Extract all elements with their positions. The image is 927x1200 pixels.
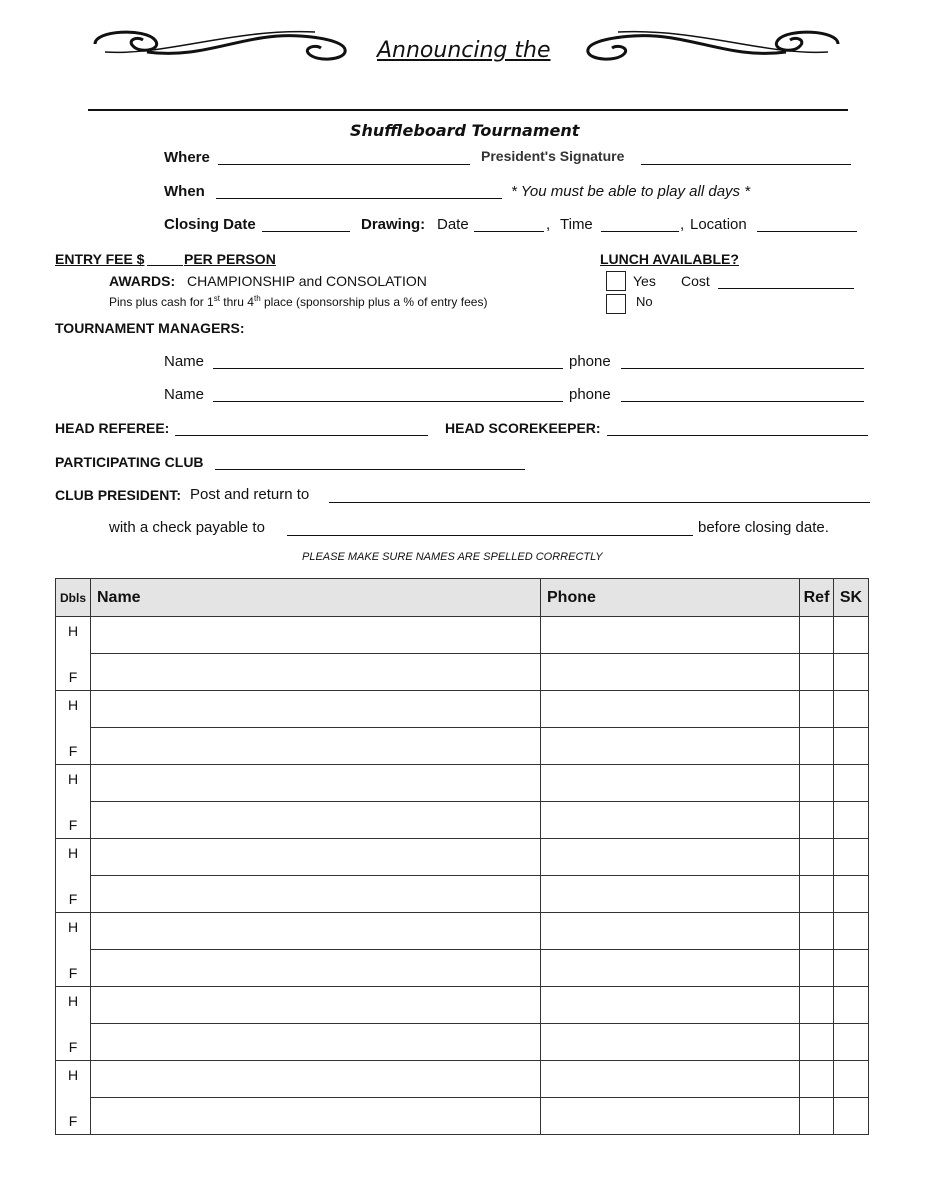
- sk-cell[interactable]: [834, 765, 869, 802]
- position-f-label: F: [68, 743, 78, 759]
- lunch-no-checkbox[interactable]: [606, 294, 626, 314]
- ref-cell[interactable]: [800, 950, 834, 987]
- pins-text-a: Pins plus cash for 1: [109, 295, 214, 309]
- table-row: [56, 987, 869, 1024]
- lunch-cost-label: Cost: [681, 273, 710, 289]
- table-row: [56, 1024, 869, 1061]
- ref-cell[interactable]: [800, 1024, 834, 1061]
- table-header-row: [56, 579, 869, 617]
- name-cell[interactable]: [91, 1061, 541, 1098]
- name-cell[interactable]: [91, 950, 541, 987]
- ref-cell[interactable]: [800, 691, 834, 728]
- table-row: [56, 1098, 869, 1135]
- sk-cell[interactable]: [834, 691, 869, 728]
- name-cell[interactable]: [91, 802, 541, 839]
- phone-header: Phone: [541, 579, 800, 617]
- phone-cell[interactable]: [541, 1098, 800, 1135]
- team-code-cell: [56, 617, 91, 691]
- comma-1: ,: [546, 216, 551, 233]
- left-scroll-ornament: [85, 22, 355, 66]
- table-row: [56, 765, 869, 802]
- position-f-label: F: [68, 1039, 78, 1055]
- phone-cell[interactable]: [541, 617, 800, 654]
- drawing-time-label: Time: [560, 216, 593, 233]
- sk-cell[interactable]: [834, 1061, 869, 1098]
- ref-cell[interactable]: [800, 1061, 834, 1098]
- name-header: Name: [91, 579, 541, 617]
- ref-cell[interactable]: [800, 728, 834, 765]
- ref-cell[interactable]: [800, 987, 834, 1024]
- post-return-text: Post and return to: [190, 486, 310, 503]
- sk-cell[interactable]: [834, 654, 869, 691]
- phone-cell[interactable]: [541, 987, 800, 1024]
- phone-cell[interactable]: [541, 950, 800, 987]
- participating-club-field[interactable]: [215, 469, 525, 470]
- drawing-location-label: Location: [690, 216, 747, 233]
- position-h-label: H: [67, 623, 79, 639]
- entry-fee-label: ENTRY FEE $: [55, 251, 145, 267]
- ref-cell[interactable]: [800, 654, 834, 691]
- position-f-label: F: [68, 965, 78, 981]
- table-row: [56, 728, 869, 765]
- lunch-no-label: No: [636, 294, 653, 309]
- name-cell[interactable]: [91, 728, 541, 765]
- name-cell[interactable]: [91, 987, 541, 1024]
- position-f-label: F: [68, 1113, 78, 1129]
- position-f-label: F: [68, 891, 78, 907]
- roster-table: [55, 578, 869, 1135]
- team-code-cell: [56, 987, 91, 1061]
- phone-cell[interactable]: [541, 802, 800, 839]
- lunch-yes-label: Yes: [633, 273, 656, 289]
- ref-cell[interactable]: [800, 839, 834, 876]
- team-code-cell: [56, 1061, 91, 1135]
- head-scorekeeper-label: HEAD SCOREKEEPER:: [445, 420, 601, 436]
- team-code-cell: [56, 691, 91, 765]
- sk-cell[interactable]: [834, 876, 869, 913]
- pins-text-b: thru 4: [219, 295, 254, 309]
- where-label: Where: [164, 149, 210, 166]
- phone-cell[interactable]: [541, 913, 800, 950]
- table-row: [56, 691, 869, 728]
- sk-cell[interactable]: [834, 987, 869, 1024]
- pins-text-c: place (sponsorship plus a % of entry fees): [260, 295, 488, 309]
- manager-2-phone-field[interactable]: [621, 401, 864, 402]
- name-cell[interactable]: [91, 839, 541, 876]
- name-cell[interactable]: [91, 1098, 541, 1135]
- drawing-date-label: Date: [437, 216, 469, 233]
- ref-cell[interactable]: [800, 876, 834, 913]
- position-f-label: F: [68, 669, 78, 685]
- manager-1-name-label: Name: [164, 353, 205, 370]
- sk-cell[interactable]: [834, 617, 869, 654]
- pins-sup-2: th: [253, 294, 261, 303]
- head-referee-field[interactable]: [175, 435, 428, 436]
- name-cell[interactable]: [91, 1024, 541, 1061]
- manager-2-phone-label: phone: [569, 386, 611, 403]
- managers-label: TOURNAMENT MANAGERS:: [55, 320, 245, 336]
- position-h-label: H: [67, 697, 79, 713]
- table-row: [56, 913, 869, 950]
- drawing-label: Drawing:: [361, 216, 426, 233]
- per-person-label: PER PERSON: [184, 251, 276, 267]
- ref-header: Ref: [800, 579, 834, 617]
- drawing-time-field[interactable]: [601, 231, 679, 232]
- participating-club-label: PARTICIPATING CLUB: [55, 454, 204, 470]
- name-cell[interactable]: [91, 765, 541, 802]
- phone-cell[interactable]: [541, 876, 800, 913]
- tournament-name-line[interactable]: [88, 109, 848, 111]
- table-row: [56, 950, 869, 987]
- table-row: [56, 654, 869, 691]
- phone-cell[interactable]: [541, 654, 800, 691]
- position-h-label: H: [67, 771, 79, 787]
- where-field[interactable]: [218, 164, 470, 165]
- when-label: When: [164, 183, 205, 200]
- team-code-cell: [56, 765, 91, 839]
- page-title: Announcing the: [377, 38, 551, 63]
- name-cell[interactable]: [91, 691, 541, 728]
- position-f-label: F: [68, 817, 78, 833]
- ref-cell[interactable]: [800, 617, 834, 654]
- sk-cell[interactable]: [834, 728, 869, 765]
- when-field[interactable]: [216, 198, 502, 199]
- club-president-label: CLUB PRESIDENT:: [55, 487, 182, 503]
- phone-cell[interactable]: [541, 1024, 800, 1061]
- position-h-label: H: [67, 919, 79, 935]
- drawing-date-field[interactable]: [474, 231, 544, 232]
- ref-cell[interactable]: [800, 1098, 834, 1135]
- before-closing-text: before closing date.: [698, 519, 829, 536]
- table-row: [56, 802, 869, 839]
- right-scroll-ornament: [578, 22, 848, 66]
- spelling-note: PLEASE MAKE SURE NAMES ARE SPELLED CORRECTLY: [302, 551, 603, 563]
- drawing-location-field[interactable]: [757, 231, 857, 232]
- entry-fee-field[interactable]: [147, 265, 183, 266]
- sk-header: SK: [834, 579, 869, 617]
- name-cell[interactable]: [91, 617, 541, 654]
- post-return-field[interactable]: [329, 502, 870, 503]
- comma-2: ,: [680, 216, 685, 233]
- awards-text: CHAMPIONSHIP and CONSOLATION: [187, 273, 427, 289]
- sk-cell[interactable]: [834, 950, 869, 987]
- name-cell[interactable]: [91, 913, 541, 950]
- phone-cell[interactable]: [541, 839, 800, 876]
- lunch-cost-field[interactable]: [718, 288, 854, 289]
- position-h-label: H: [67, 993, 79, 1009]
- position-h-label: H: [67, 845, 79, 861]
- closing-date-label: Closing Date: [164, 216, 256, 233]
- team-code-cell: [56, 839, 91, 913]
- signature-label: President's Signature: [481, 148, 625, 164]
- manager-1-name-field[interactable]: [213, 368, 563, 369]
- phone-cell[interactable]: [541, 691, 800, 728]
- signature-field[interactable]: [641, 164, 851, 165]
- phone-cell[interactable]: [541, 1061, 800, 1098]
- position-h-label: H: [67, 1067, 79, 1083]
- name-cell[interactable]: [91, 654, 541, 691]
- head-referee-label: HEAD REFEREE:: [55, 420, 170, 436]
- ref-cell[interactable]: [800, 765, 834, 802]
- head-scorekeeper-field[interactable]: [607, 435, 868, 436]
- roster-body: [56, 617, 869, 1135]
- phone-cell[interactable]: [541, 765, 800, 802]
- check-payable-field[interactable]: [287, 535, 693, 536]
- sk-cell[interactable]: [834, 839, 869, 876]
- phone-cell[interactable]: [541, 728, 800, 765]
- manager-2-name-field[interactable]: [213, 401, 563, 402]
- lunch-label: LUNCH AVAILABLE?: [600, 251, 739, 267]
- must-play-note: * You must be able to play all days *: [511, 183, 751, 200]
- pins-text: [109, 294, 487, 309]
- awards-label: AWARDS:: [109, 273, 176, 289]
- closing-date-field[interactable]: [262, 231, 350, 232]
- manager-2-name-label: Name: [164, 386, 205, 403]
- sk-cell[interactable]: [834, 802, 869, 839]
- name-cell[interactable]: [91, 876, 541, 913]
- sk-cell[interactable]: [834, 1098, 869, 1135]
- team-code-cell: [56, 913, 91, 987]
- table-row: [56, 876, 869, 913]
- manager-1-phone-field[interactable]: [621, 368, 864, 369]
- manager-1-phone-label: phone: [569, 353, 611, 370]
- check-payable-text: with a check payable to: [109, 519, 265, 536]
- ref-cell[interactable]: [800, 802, 834, 839]
- tournament-subtitle: Shuffleboard Tournament: [350, 121, 580, 140]
- sk-cell[interactable]: [834, 1024, 869, 1061]
- sk-cell[interactable]: [834, 913, 869, 950]
- ref-cell[interactable]: [800, 913, 834, 950]
- pins-sup-1: st: [213, 294, 220, 303]
- lunch-yes-checkbox[interactable]: [606, 271, 626, 291]
- table-row: [56, 617, 869, 654]
- table-row: [56, 1061, 869, 1098]
- table-row: [56, 839, 869, 876]
- dbls-header: Dbls: [56, 579, 91, 617]
